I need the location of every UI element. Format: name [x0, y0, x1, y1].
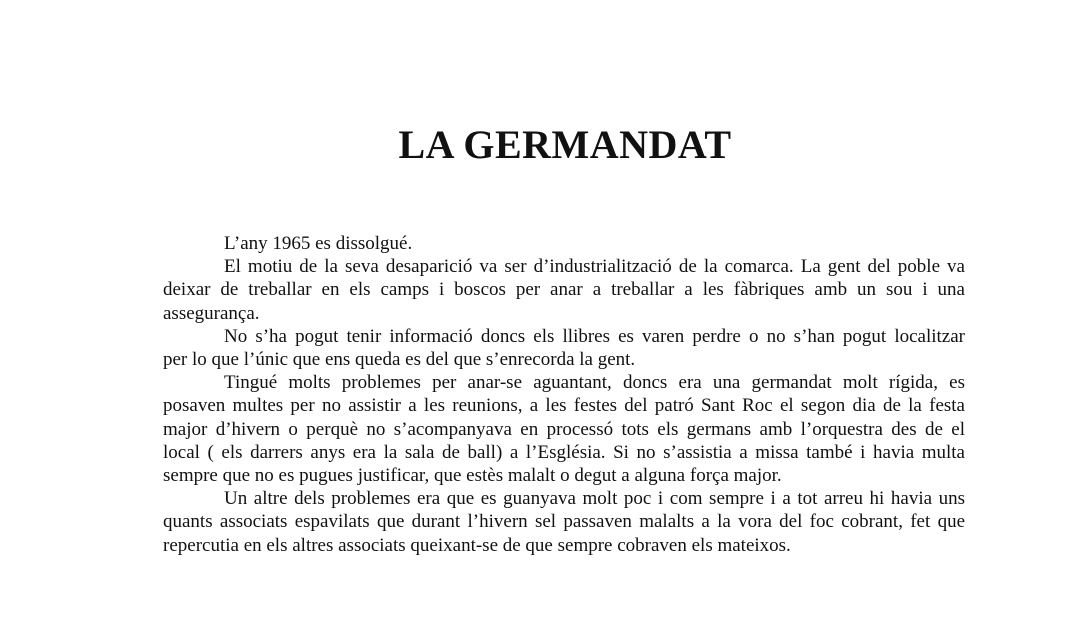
text-line: quants associats espavilats que durant l’hivern sel passaven malalts a la vora del foc cobrant, fet que: [163, 511, 965, 533]
text-line: deixar de treballar en els camps i boscos per anar a treballar a les fàbriques amb un sou i una: [163, 279, 965, 301]
text-line: local ( els darrers anys era la sala de ball) a l’Església. Si no s’assistia a missa també i havia multa: [163, 441, 965, 463]
paragraph: [163, 371, 965, 487]
paragraph: [163, 325, 965, 371]
text-line: El motiu de la seva desaparició va ser d’industrialització de la comarca. La gent del poble va: [224, 256, 965, 278]
document-body: [163, 232, 965, 557]
text-line: assegurança.: [163, 302, 260, 324]
text-line: repercutia en els altres associats queixant-se de que sempre cobraven els mateixos.: [163, 534, 791, 556]
paragraph: [163, 232, 965, 255]
text-line: sempre que no es pugues justificar, que estès malalt o degut a alguna força major.: [163, 465, 782, 487]
text-line: per lo que l’únic que ens queda es del que s’enrecorda la gent.: [163, 349, 636, 371]
text-line: posaven multes per no assistir a les reunions, a les festes del patró Sant Roc el segon dia de la festa: [163, 395, 965, 417]
document-title: LA GERMANDAT: [398, 121, 732, 167]
text-line: major d’hivern o perquè no s’acompanyava en processó tots els germans amb l’orquestra des de el: [163, 418, 965, 440]
text-line: L’any 1965 es dissolgué.: [224, 233, 413, 254]
text-line: No s’ha pogut tenir informació doncs els llibres es varen perdre o no s’han pogut localitzar: [224, 325, 965, 347]
paragraph: [163, 255, 965, 325]
paragraph: [163, 487, 965, 557]
text-line: Un altre dels problemes era que es guanyava molt poc i com sempre i a tot arreu hi havia uns: [224, 488, 965, 510]
text-line: Tingué molts problemes per anar-se aguantant, doncs era una germandat molt rígida, es: [224, 372, 965, 394]
